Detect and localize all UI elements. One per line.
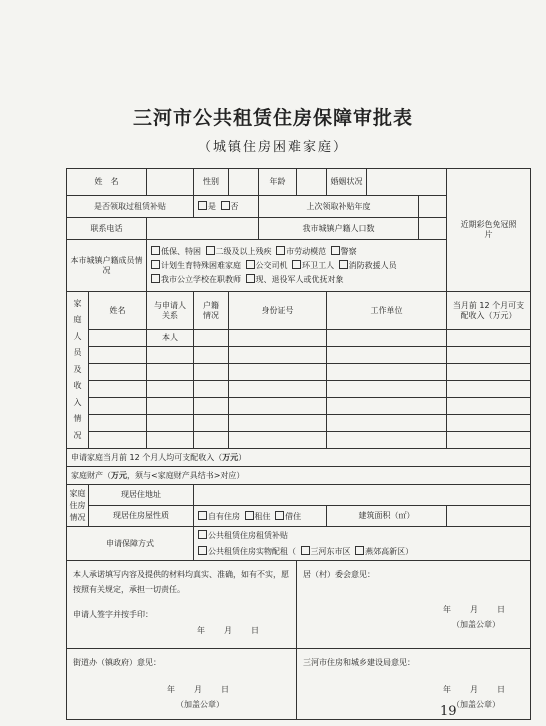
borrow-checkbox[interactable] (275, 511, 284, 520)
committee-label: 居（村）委会意见： (303, 570, 375, 579)
housing-bureau-label: 三河市住房和城乡建设局意见： (303, 658, 415, 667)
declaration-cell (67, 561, 297, 649)
housing-bureau-date: 年 月 日 (443, 685, 506, 695)
form-title: 三河市公共租赁住房保障审批表 (132, 107, 413, 129)
gender-label: 性别 (194, 169, 229, 196)
page-number: 19 (440, 704, 457, 719)
method-opt2-checkbox[interactable] (198, 546, 207, 555)
opt2-label: 二级及以上残疾 (215, 246, 272, 256)
table-row (67, 330, 531, 347)
approval-form-table (66, 168, 531, 720)
members-count-label: 我市城镇户籍人口数 (259, 218, 419, 240)
housing-side-label: 家庭住房情况 (67, 485, 89, 527)
committee-stamp: （加盖公章） (452, 620, 500, 630)
guarantee-method-options: 公共租赁住房租赁补贴 公共租赁住房实物配租（ 三河东市区 燕郊高新区） (194, 527, 531, 561)
committee-date: 年 月 日 (443, 605, 506, 615)
opt3-checkbox[interactable] (276, 246, 285, 255)
floor-area-label: 建筑面积（㎡） (327, 506, 447, 527)
guarantee-method-label: 申请保障方式 (67, 527, 194, 561)
table-row (67, 415, 531, 432)
name-label: 姓 名 (67, 169, 147, 196)
col-header-id: 身份证号 (229, 292, 327, 330)
col-header-relation: 与申请人关系 (147, 292, 194, 330)
last-subsidy-year-value[interactable] (419, 196, 447, 218)
opt2-checkbox[interactable] (206, 246, 215, 255)
housing-bureau-cell (297, 649, 531, 720)
table-row (67, 347, 531, 364)
phone-label: 联系电话 (67, 218, 147, 240)
rent-checkbox[interactable] (245, 511, 254, 520)
member-status-label: 本市城镇户籍成员情况 (67, 240, 147, 292)
own-checkbox[interactable] (198, 511, 207, 520)
method-opt1-checkbox[interactable] (198, 530, 207, 539)
self-relation: 本人 (147, 330, 194, 347)
east-district-checkbox[interactable] (301, 546, 310, 555)
col-header-work: 工作单位 (327, 292, 447, 330)
table-row (67, 364, 531, 381)
last-subsidy-year-label: 上次领取补贴年度 (259, 196, 419, 218)
yes-label: 是 (208, 202, 216, 211)
opt3-label: 市劳动模范 (286, 246, 327, 256)
no-label: 否 (230, 202, 239, 211)
street-office-label: 街道办（镇政府）意见： (73, 658, 161, 667)
col-header-income: 当月前 12 个月可支配收入（万元） (447, 292, 531, 330)
opt4-label: 警察 (340, 246, 357, 256)
opt10-label: 现、退役军人或优抚对象 (255, 274, 344, 284)
no-checkbox[interactable] (221, 201, 230, 210)
opt5-label: 计划生育特殊困难家庭 (161, 260, 241, 270)
opt8-label: 消防救援人员 (348, 260, 397, 270)
opt1-label: 低保、特困 (161, 246, 201, 256)
photo-box[interactable]: 近期彩色免冠照片 (447, 169, 531, 292)
opt6-label: 公交司机 (255, 260, 288, 270)
street-office-date: 年 月 日 (167, 685, 230, 695)
current-address-value[interactable] (194, 485, 531, 506)
floor-area-value[interactable] (447, 506, 531, 527)
marital-label: 婚姻状况 (327, 169, 367, 196)
subsidy-received-label: 是否领取过租赁补贴 (67, 196, 194, 218)
family-side-label: 家 庭 人 员 及 收 入 情 况 (67, 292, 89, 449)
table-row (67, 381, 531, 398)
applicant-sign-label: 申请人签字并按手印： (73, 610, 153, 620)
member-status-options (147, 240, 447, 292)
age-value[interactable] (297, 169, 327, 196)
opt8-checkbox[interactable] (339, 260, 348, 269)
name-value[interactable] (147, 169, 194, 196)
housing-nature-label: 现居住房屋性质 (89, 506, 194, 527)
subsidy-received-options (194, 196, 259, 218)
housing-bureau-stamp: （加盖公章） (452, 700, 500, 710)
committee-cell (297, 561, 531, 649)
current-address-label: 现居住地址 (89, 485, 194, 506)
yes-checkbox[interactable] (198, 201, 207, 210)
opt9-checkbox[interactable] (151, 274, 160, 283)
declaration-date: 年 月 日 (197, 625, 260, 635)
age-label: 年龄 (259, 169, 297, 196)
declaration-text: 本人承诺填写内容及提供的材料均真实、准确，如有不实，愿按照有关规定，承担一切责任。 (73, 570, 289, 595)
gender-value[interactable] (229, 169, 259, 196)
opt5-checkbox[interactable] (151, 260, 160, 269)
marital-value[interactable] (367, 169, 447, 196)
table-row (67, 398, 531, 415)
form-subtitle: （城镇住房困难家庭） (197, 140, 348, 155)
table-row (67, 432, 531, 449)
opt1-checkbox[interactable] (151, 246, 160, 255)
opt6-checkbox[interactable] (246, 260, 255, 269)
col-header-name: 姓名 (89, 292, 147, 330)
housing-nature-options: 自有住房 租住 借住 (194, 506, 327, 527)
opt10-checkbox[interactable] (246, 274, 255, 283)
street-office-stamp: （加盖公章） (176, 700, 224, 710)
income-per-capita-line: 申请家庭当月前 12 个月人均可支配收入（万元） (67, 449, 531, 467)
family-assets-line: 家庭财产（万元，须与<家庭财产具结书>对应） (67, 467, 531, 485)
street-office-cell (67, 649, 297, 720)
members-count-value[interactable] (419, 218, 447, 240)
opt7-label: 环卫工人 (302, 260, 335, 270)
col-header-hukou: 户籍情况 (194, 292, 229, 330)
phone-value[interactable] (147, 218, 259, 240)
yanjiao-checkbox[interactable] (355, 546, 364, 555)
opt9-label: 我市公立学校在职教师 (161, 274, 241, 284)
opt7-checkbox[interactable] (292, 260, 301, 269)
opt4-checkbox[interactable] (331, 246, 340, 255)
